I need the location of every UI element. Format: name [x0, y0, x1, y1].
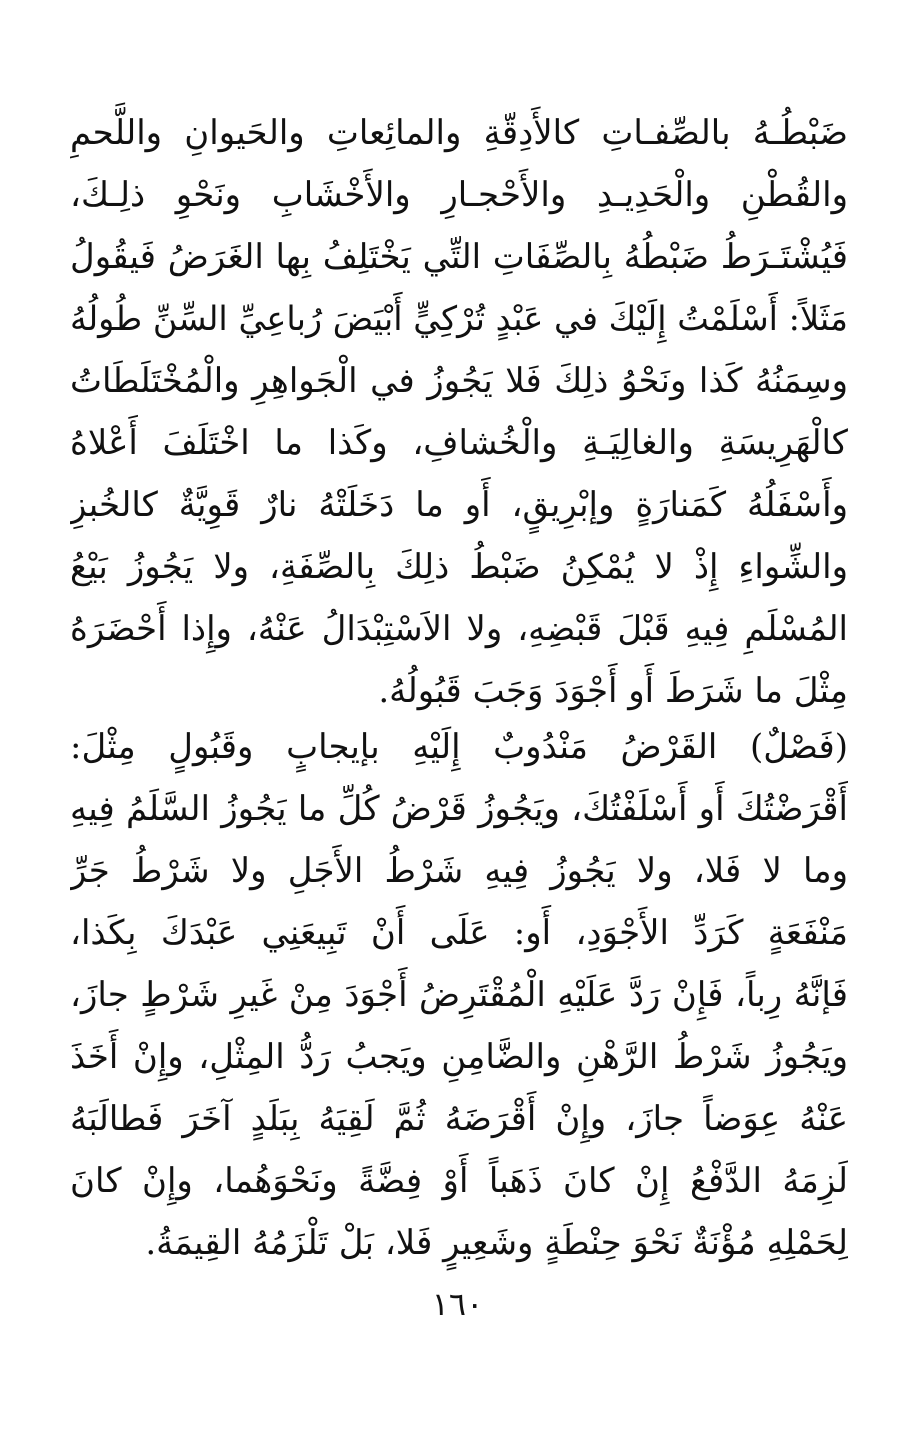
paragraph-qard: [70, 716, 848, 1274]
text-line: ويَجُوزُ شَرْطُ الرَّهْنِ والضَّامِنِ ويَجبُ رَدُّ المِثْلِ، وإِنْ أَخَذَ: [70, 1037, 848, 1077]
paragraph-salam: [70, 102, 848, 722]
text-line: لِحَمْلِهِ مُؤْنَةٌ نَحْوَ حِنْطَةٍ وشَعِيرٍ فَلا، بَلْ تَلْزَمُهُ القِيمَةُ.: [145, 1223, 848, 1263]
text-line: وأَسْفَلُهُ كَمَنارَةٍ وإبْرِيقٍ، أَو ما دَخَلَتْهُ نارٌ قَوِيَّةٌ كالخُبزِ: [70, 485, 848, 525]
text-line: فَإنَّهُ رِباً، فَإِنْ رَدَّ عَلَيْهِ الْمُقْتَرِضُ أَجْوَدَ مِنْ غَيرِ شَرْطٍ جازَ،: [70, 975, 848, 1015]
text-line: لَزِمَهُ الدَّفْعُ إِنْ كانَ ذَهَباً أَوْ فِضَّةً ونَحْوَهُما، وإِنْ كانَ: [70, 1161, 848, 1201]
text-line: (فَصْلٌ) القَرْضُ مَنْدُوبٌ إِلَيْهِ بإيجابٍ وقَبُولٍ مِثْلَ:: [70, 727, 848, 767]
text-line: مَثَلاً: أَسْلَمْتُ إِلَيْكَ في عَبْدٍ تُرْكِيٍّ أَبْيَضَ رُباعِيِّ السِّنِّ طُولُهُ: [70, 299, 848, 338]
text-line: وسِمَنُهُ كَذا ونَحْوُ ذلِكَ فَلا يَجُوزُ في الْجَواهِرِ والْمُخْتَلَطَاتُ: [70, 361, 848, 401]
text-line: والشِّواءِ إِذْ لا يُمْكِنُ ضَبْطُ ذلِكَ بِالصِّفَةِ، ولا يَجُوزُ بَيْعُ: [70, 547, 848, 587]
text-line: أَقْرَضْتُكَ أَو أَسْلَفْتُكَ، ويَجُوزُ قَرْضُ كُلِّ ما يَجُوزُ السَّلَمُ فِيهِ: [70, 789, 848, 829]
text-line: وما لا فَلا، ولا يَجُوزُ فِيهِ شَرْطُ الأَجَلِ ولا شَرْطُ جَرِّ: [70, 851, 848, 891]
text-line: عَنْهُ عِوَضاً جازَ، وإِنْ أَقْرَضَهُ ثُمَّ لَقِيَهُ بِبَلَدٍ آخَرَ فَطالَبَهُ: [70, 1099, 848, 1139]
text-line: والقُطْنِ والْحَدِيـدِ والأَحْجـارِ والأَخْشَابِ ونَحْوِ ذلِـكَ،: [70, 175, 848, 215]
text-line: كالْهَرِيسَةِ والغالِيَـةِ والْخُشافِ، وكَذا ما اخْتَلَفَ أَعْلاهُ: [70, 423, 848, 463]
text-line: مَنْفَعَةٍ كَرَدِّ الأَجْوَدِ، أَو: عَلَى أَنْ تَبِيعَنِي عَبْدَكَ بِكَذا،: [70, 913, 848, 953]
text-line: فَيُشْتَـرَطُ ضَبْطُهُ بِالصِّفَاتِ التِّي يَخْتَلِفُ بِها الغَرَضُ فَيقُولُ: [70, 237, 848, 277]
page-number: ١٦٠: [431, 1285, 484, 1323]
text-line: ضَبْطُـهُ بالصِّفـاتِ كالأَدِقّةِ والمائِعاتِ والحَيوانِ واللَّحمِ: [70, 113, 848, 153]
text-line: المُسْلَمِ فِيهِ قَبْلَ قَبْضِهِ، ولا الاَسْتِبْدَالُ عَنْهُ، وإِذا أَحْضَرَهُ: [70, 609, 848, 649]
text-line: مِثْلَ ما شَرَطَ أَو أَجْوَدَ وَجَبَ قَبُولُهُ.: [378, 671, 848, 711]
